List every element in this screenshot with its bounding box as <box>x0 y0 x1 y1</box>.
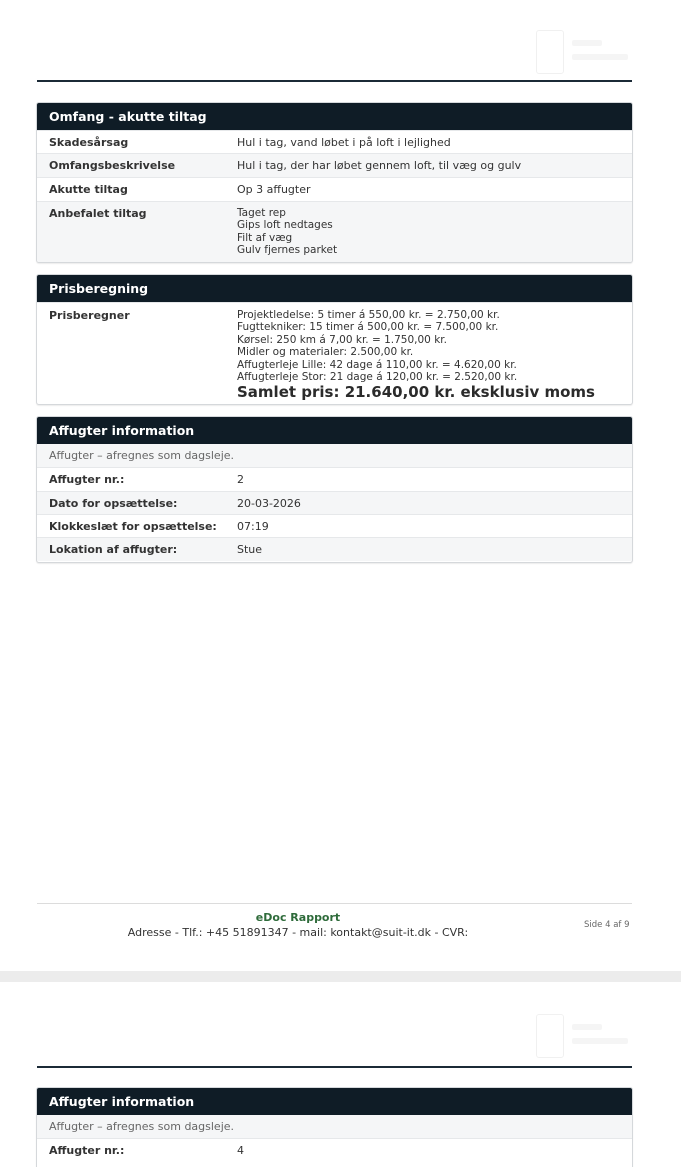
section-affugter-information <box>36 416 633 563</box>
section-title: Omfang - akutte tiltag <box>37 103 632 130</box>
section-omfang <box>36 102 633 263</box>
recommended-action: Gips loft nedtages <box>237 219 333 232</box>
table-row: Klokkeslæt for opsættelse: 07:19 <box>37 514 632 537</box>
company-logo <box>536 30 632 74</box>
recommended-action: Filt af væg <box>237 231 293 244</box>
header-rule <box>37 1066 632 1068</box>
price-line: Projektledelse: 5 timer á 550,00 kr. = 2.750,00 kr. <box>237 309 500 321</box>
price-line: Fugttekniker: 15 timer á 500,00 kr. = 7.500,00 kr. <box>237 321 499 334</box>
table-row: Skadesårsag Hul i tag, vand løbet i på loft i lejlighed <box>37 130 632 153</box>
table-row: Lokation af affugter: Stue <box>37 537 632 561</box>
recommended-action: Gulv fjernes parket <box>237 244 338 257</box>
recommended-action: Taget rep <box>237 207 286 219</box>
section-title: Affugter information <box>37 1088 632 1115</box>
price-line: Affugterleje Stor: 21 dage á 120,00 kr. = 2.520,00 kr. <box>237 371 518 384</box>
section-prisberegning <box>36 274 633 405</box>
section-title: Prisberegning <box>37 275 632 302</box>
table-row: Affugter nr.: 4 <box>37 1138 632 1162</box>
table-row: Prisberegner Projektledelse: 5 timer á 550,00 kr. = 2.750,00 kr. Fugttekniker: 15 timer á 500,00 kr. = 7.500,00 kr. Kørsel: 250 km á 7,00 kr. = 1.750,00 kr. Midler og materialer: 2.500,00 kr. Affugterleje Lille: 42 dage á 110,00 kr. = 4.620,00 kr. Affugterleje Stor: 21 dage á 120,00 kr. = 2.520,00 kr. Samlet pris: 21.640,00 kr. eksklusiv moms <box>37 302 632 405</box>
table-row: Anbefalet tiltag Taget rep Gips loft nedtages Filt af væg Gulv fjernes parket <box>37 201 632 263</box>
logo-mark <box>536 1014 564 1058</box>
price-line: Midler og materialer: 2.500,00 kr. <box>237 346 414 359</box>
table-row: Omfangsbeskrivelse Hul i tag, der har løbet gennem loft, til væg og gulv <box>37 153 632 177</box>
price-line: Affugterleje Lille: 42 dage á 110,00 kr. = 4.620,00 kr. <box>237 358 517 371</box>
header-rule <box>37 80 632 82</box>
section-title: Affugter information <box>37 417 632 444</box>
company-logo <box>536 1014 632 1058</box>
total-price: Samlet pris: 21.640,00 kr. eksklusiv moms <box>237 383 595 402</box>
price-line: Kørsel: 250 km á 7,00 kr. = 1.750,00 kr. <box>237 333 447 346</box>
table-row: Affugter nr.: 2 <box>37 467 632 491</box>
billing-note: Affugter – afregnes som dagsleje. <box>37 444 632 467</box>
table-row: Akutte tiltag Op 3 affugter <box>37 177 632 201</box>
footer-address: Adresse - Tlf.: +45 51891347 - mail: kontakt@suit-it.dk - CVR: <box>127 926 469 939</box>
footer-rule <box>37 903 632 904</box>
footer-title: eDoc Rapport <box>255 911 341 924</box>
page-number: Side 4 af 9 <box>584 920 630 930</box>
billing-note: Affugter – afregnes som dagsleje. <box>37 1115 632 1138</box>
table-row: Dato for opsættelse: 20-03-2026 <box>37 491 632 514</box>
section-affugter-information <box>36 1087 633 1167</box>
logo-mark <box>536 30 564 74</box>
